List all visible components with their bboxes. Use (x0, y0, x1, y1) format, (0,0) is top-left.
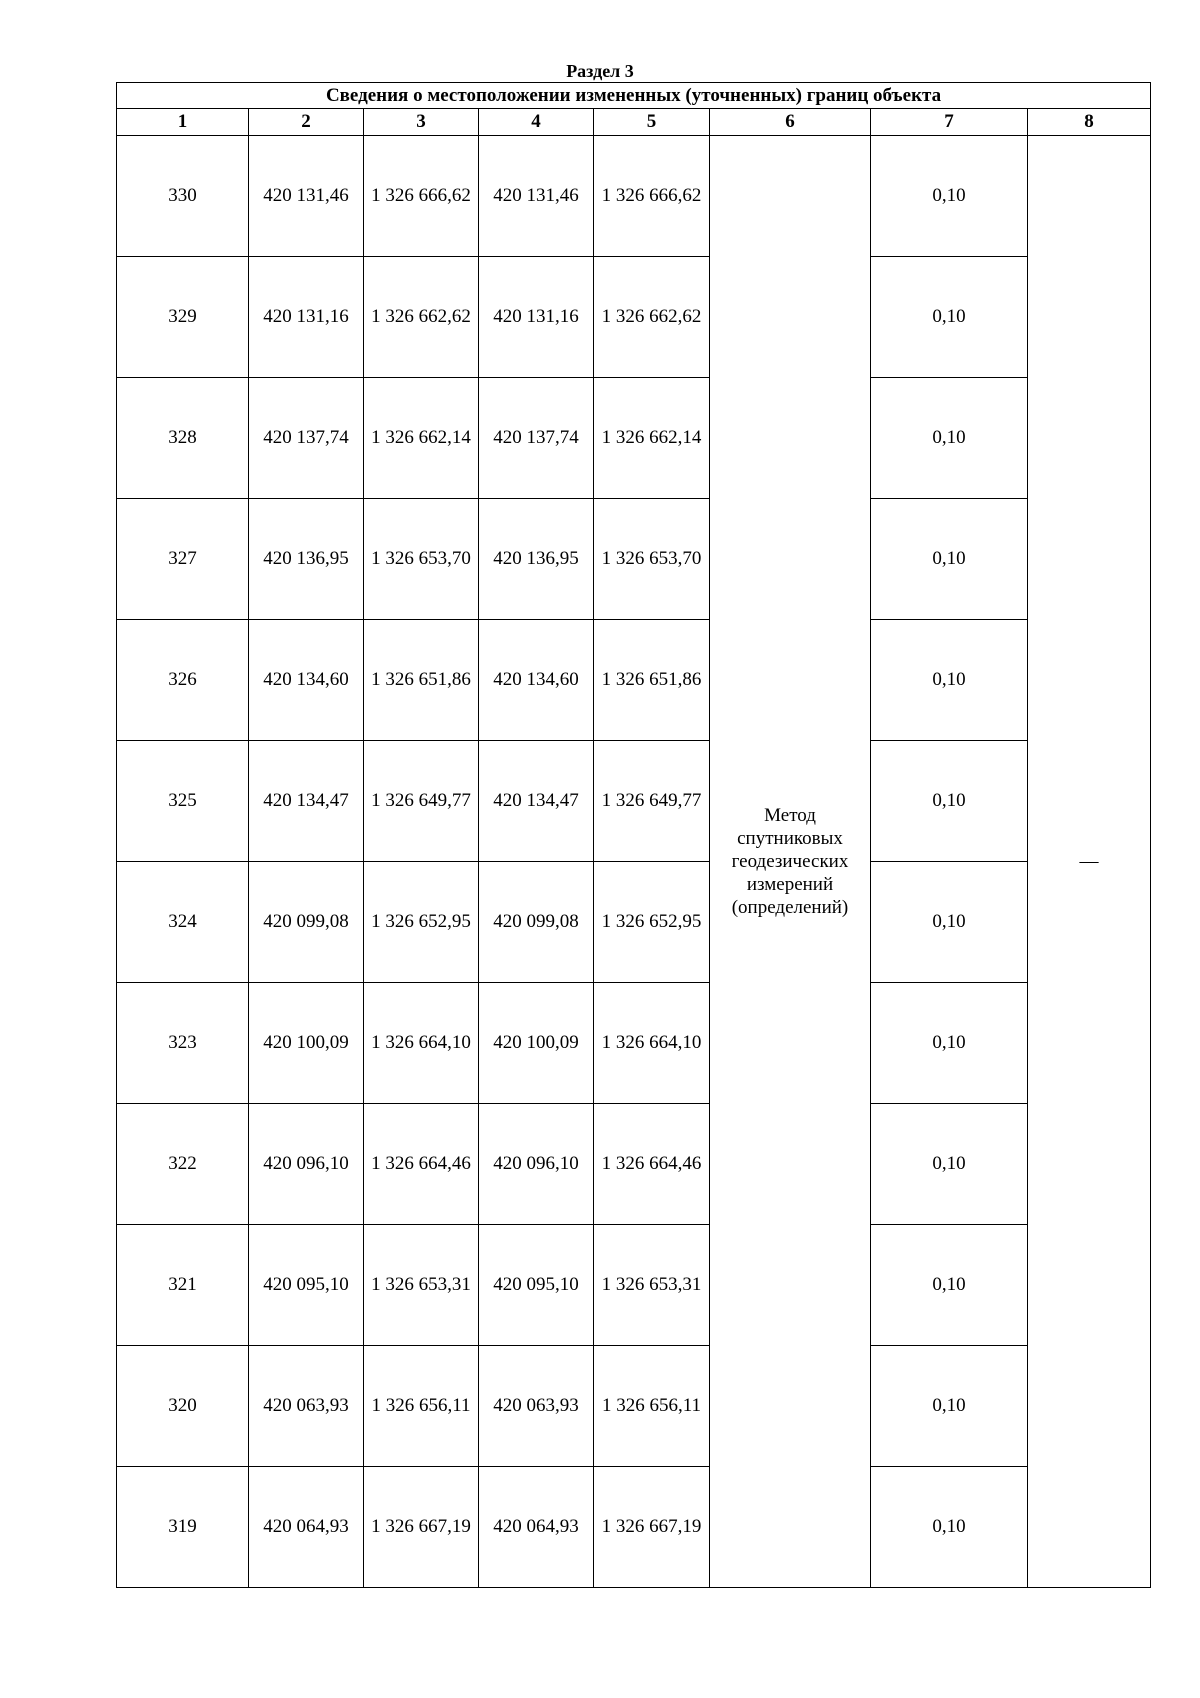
new-y-cell: 1 326 666,62 (594, 136, 710, 257)
point-number-cell: 323 (117, 983, 249, 1104)
table-row (117, 1225, 1151, 1346)
column-number: 6 (710, 109, 871, 136)
new-x-cell: 420 100,09 (479, 983, 594, 1104)
method-line: спутниковых (737, 828, 843, 849)
existing-x-cell: 420 064,93 (249, 1467, 364, 1588)
existing-x-cell: 420 134,60 (249, 620, 364, 741)
new-x-cell: 420 131,16 (479, 257, 594, 378)
table-row (117, 257, 1151, 378)
precision-cell: 0,10 (871, 1104, 1028, 1225)
new-y-cell: 1 326 667,19 (594, 1467, 710, 1588)
existing-y-cell: 1 326 651,86 (364, 620, 479, 741)
precision-cell: 0,10 (871, 741, 1028, 862)
boundary-table (116, 82, 1151, 1588)
table-row (117, 1467, 1151, 1588)
point-number-cell: 327 (117, 499, 249, 620)
new-x-cell: 420 131,46 (479, 136, 594, 257)
precision-cell: 0,10 (871, 378, 1028, 499)
new-y-cell: 1 326 662,62 (594, 257, 710, 378)
existing-y-cell: 1 326 649,77 (364, 741, 479, 862)
existing-y-cell: 1 326 653,70 (364, 499, 479, 620)
precision-cell: 0,10 (871, 257, 1028, 378)
existing-x-cell: 420 137,74 (249, 378, 364, 499)
precision-cell: 0,10 (871, 499, 1028, 620)
method-line: измерений (746, 874, 834, 895)
table-row (117, 983, 1151, 1104)
point-number-cell: 329 (117, 257, 249, 378)
existing-y-cell: 1 326 656,11 (364, 1346, 479, 1467)
point-number-cell: 321 (117, 1225, 249, 1346)
column-number: 3 (364, 109, 479, 136)
point-number-cell: 326 (117, 620, 249, 741)
precision-cell: 0,10 (871, 1467, 1028, 1588)
point-number-cell: 324 (117, 862, 249, 983)
section-title: Раздел 3 (566, 61, 634, 81)
existing-y-cell: 1 326 662,62 (364, 257, 479, 378)
method-line: (определений) (731, 897, 849, 918)
new-x-cell: 420 136,95 (479, 499, 594, 620)
method-line: геодезических (731, 851, 849, 872)
existing-y-cell: 1 326 664,46 (364, 1104, 479, 1225)
column-number: 1 (117, 109, 249, 136)
table-row (117, 1346, 1151, 1467)
precision-cell: 0,10 (871, 620, 1028, 741)
precision-cell: 0,10 (871, 1225, 1028, 1346)
new-y-cell: 1 326 651,86 (594, 620, 710, 741)
existing-x-cell: 420 136,95 (249, 499, 364, 620)
point-number-cell: 320 (117, 1346, 249, 1467)
table-caption: Сведения о местоположении измененных (уточненных) границ объекта (117, 83, 1151, 109)
existing-y-cell: 1 326 664,10 (364, 983, 479, 1104)
column-number-row (117, 109, 1151, 136)
column-number: 8 (1028, 109, 1151, 136)
table-row (117, 862, 1151, 983)
column-number: 7 (871, 109, 1028, 136)
precision-cell: 0,10 (871, 862, 1028, 983)
method-line: Метод (764, 805, 816, 826)
column-8-cell: — (1028, 136, 1151, 1588)
point-number-cell: 322 (117, 1104, 249, 1225)
new-x-cell: 420 099,08 (479, 862, 594, 983)
new-y-cell: 1 326 656,11 (594, 1346, 710, 1467)
precision-cell: 0,10 (871, 1346, 1028, 1467)
existing-y-cell: 1 326 662,14 (364, 378, 479, 499)
new-x-cell: 420 063,93 (479, 1346, 594, 1467)
column-number: 5 (594, 109, 710, 136)
existing-y-cell: 1 326 667,19 (364, 1467, 479, 1588)
point-number-cell: 319 (117, 1467, 249, 1588)
new-y-cell: 1 326 664,10 (594, 983, 710, 1104)
existing-x-cell: 420 134,47 (249, 741, 364, 862)
new-y-cell: 1 326 664,46 (594, 1104, 710, 1225)
new-y-cell: 1 326 649,77 (594, 741, 710, 862)
existing-x-cell: 420 096,10 (249, 1104, 364, 1225)
new-x-cell: 420 095,10 (479, 1225, 594, 1346)
table-row (117, 499, 1151, 620)
method-cell (710, 136, 871, 1588)
table-row (117, 378, 1151, 499)
new-x-cell: 420 064,93 (479, 1467, 594, 1588)
existing-y-cell: 1 326 653,31 (364, 1225, 479, 1346)
table-row (117, 136, 1151, 257)
precision-cell: 0,10 (871, 136, 1028, 257)
precision-cell: 0,10 (871, 983, 1028, 1104)
existing-x-cell: 420 131,16 (249, 257, 364, 378)
existing-y-cell: 1 326 652,95 (364, 862, 479, 983)
point-number-cell: 325 (117, 741, 249, 862)
existing-x-cell: 420 099,08 (249, 862, 364, 983)
new-x-cell: 420 096,10 (479, 1104, 594, 1225)
column-number: 4 (479, 109, 594, 136)
existing-x-cell: 420 131,46 (249, 136, 364, 257)
new-y-cell: 1 326 652,95 (594, 862, 710, 983)
existing-y-cell: 1 326 666,62 (364, 136, 479, 257)
table-row (117, 1104, 1151, 1225)
column-number: 2 (249, 109, 364, 136)
new-x-cell: 420 137,74 (479, 378, 594, 499)
table-row (117, 620, 1151, 741)
table-row (117, 741, 1151, 862)
new-x-cell: 420 134,47 (479, 741, 594, 862)
new-y-cell: 1 326 653,70 (594, 499, 710, 620)
point-number-cell: 328 (117, 378, 249, 499)
existing-x-cell: 420 100,09 (249, 983, 364, 1104)
new-y-cell: 1 326 653,31 (594, 1225, 710, 1346)
new-y-cell: 1 326 662,14 (594, 378, 710, 499)
existing-x-cell: 420 095,10 (249, 1225, 364, 1346)
existing-x-cell: 420 063,93 (249, 1346, 364, 1467)
point-number-cell: 330 (117, 136, 249, 257)
new-x-cell: 420 134,60 (479, 620, 594, 741)
